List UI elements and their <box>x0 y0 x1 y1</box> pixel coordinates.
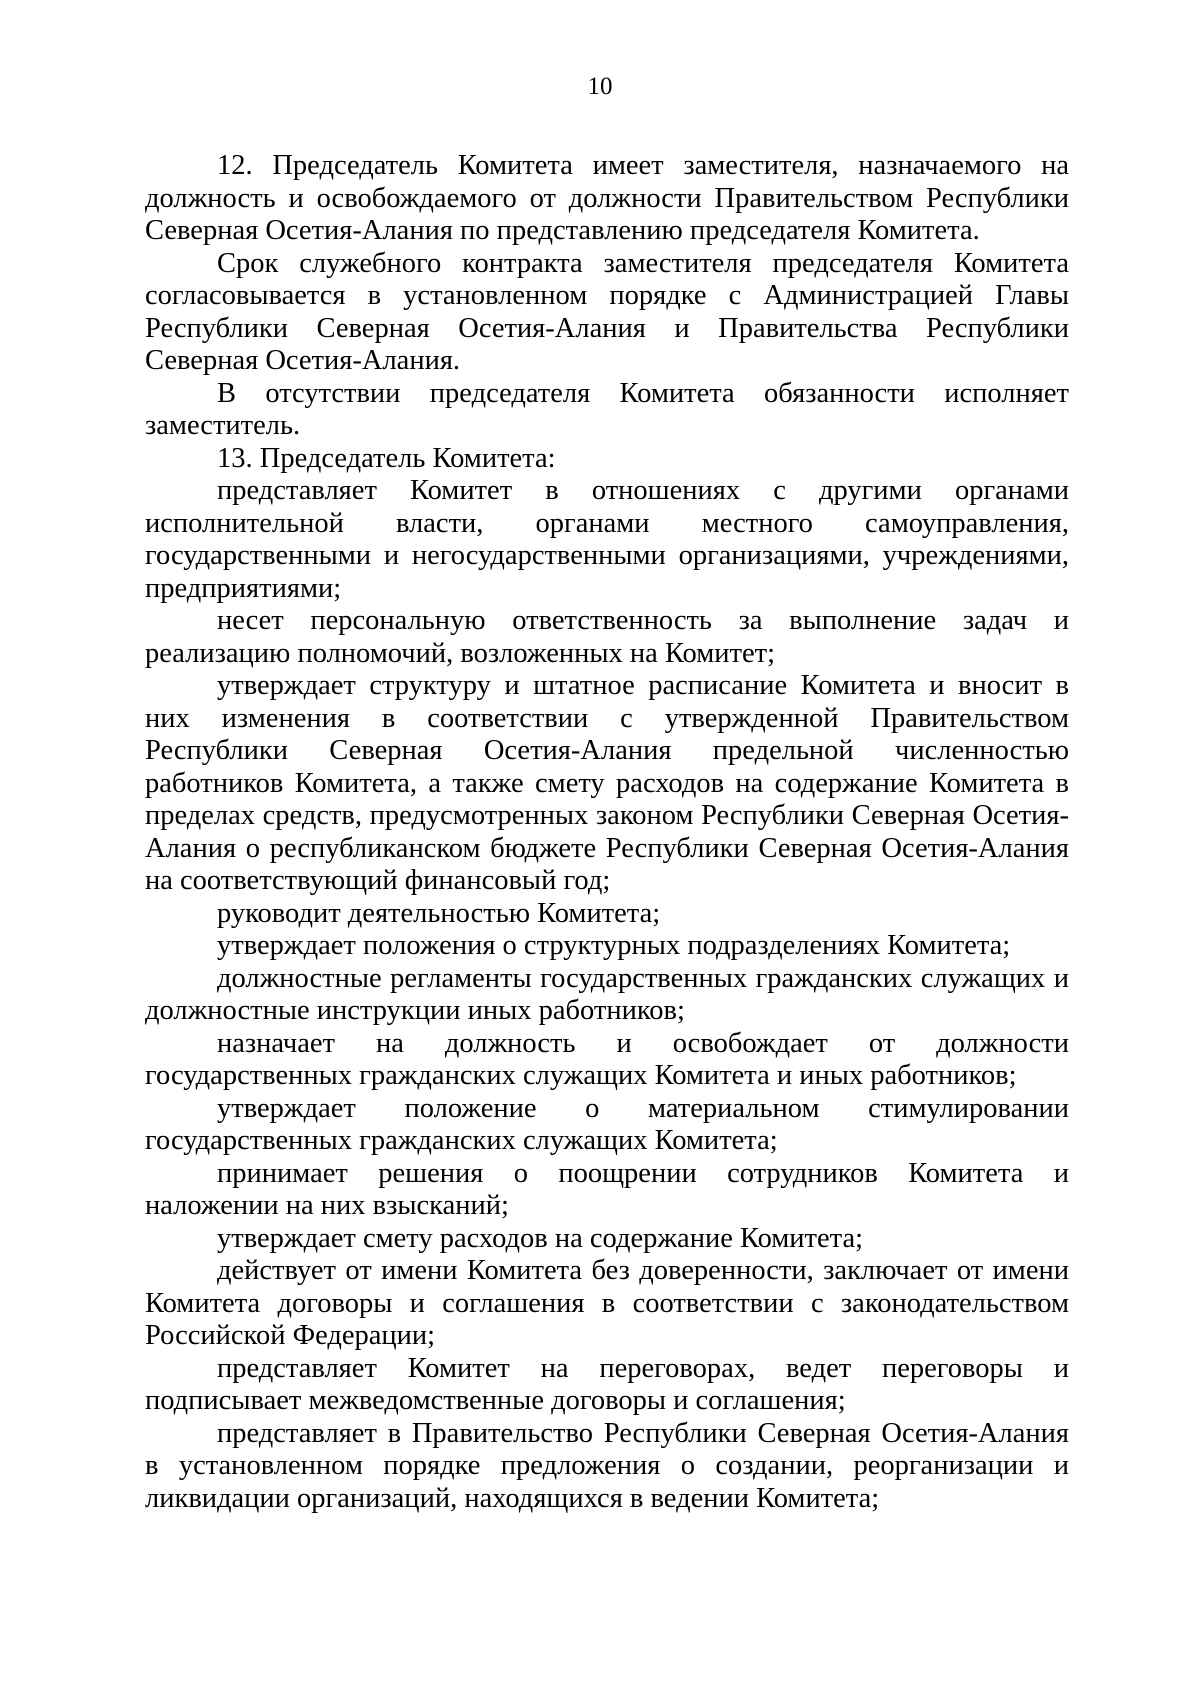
paragraph-12-deputy: 12. Председатель Комитета имеет заместителя, назначаемого на должность и освобождаемого от должности Правительством Республики Северная Осетия-Алания по представлению председателя Комитета. <box>145 150 1069 246</box>
list-item-negotiations: представляет Комитет на переговорах, ведет переговоры и подписывает межведомственные договоры и соглашения; <box>145 1352 1069 1416</box>
list-item-incentives: утверждает положение о материальном стимулировании государственных гражданских служащих Комитета; <box>145 1092 1069 1156</box>
list-item-unit-regulations: утверждает положения о структурных подразделениях Комитета; <box>217 930 1011 961</box>
list-item-structure: утверждает структуру и штатное расписание Комитета и вносит в них изменения в соответствии с утвержденной Правительством Республики Северная Осетия-Алания предельной численностью работников Комитета, а также смету расходов на содержание Комитета в пределах средств, предусмотренных законом Республики Северная Осетия-Алания о республиканском бюджете Республики Северная Осетия-Алания на соответствующий финансовый год; <box>145 670 1069 896</box>
list-item-acts-on-behalf: действует от имени Комитета без доверенности, заключает от имени Комитета договоры и соглашения в соответствии с законодательством Российской Федерации; <box>145 1255 1069 1351</box>
document-body <box>145 150 1069 1515</box>
list-item-job-regulations: должностные регламенты государственных гражданских служащих и должностные инструкции иных работников; <box>145 962 1069 1026</box>
list-item-responsibility: несет персональную ответственность за выполнение задач и реализацию полномочий, возложенных на Комитет; <box>145 605 1069 669</box>
list-item-proposals: представляет в Правительство Республики Северная Осетия-Алания в установленном порядке предложения о создании, реорганизации и ликвидации организаций, находящихся в ведении Комитета; <box>145 1417 1069 1514</box>
list-item-manages: руководит деятельностью Комитета; <box>217 897 661 929</box>
list-item-rewards: принимает решения о поощрении сотрудников Комитета и наложении на них взысканий; <box>145 1157 1069 1221</box>
paragraph-13-heading: 13. Председатель Комитета: <box>217 442 556 474</box>
paragraph-absence: В отсутствии председателя Комитета обязанности исполняет заместитель. <box>145 377 1069 441</box>
list-item-appoints: назначает на должность и освобождает от должности государственных гражданских служащих Комитета и иных работников; <box>145 1027 1069 1091</box>
page-number: 10 <box>587 73 613 100</box>
list-item-budget: утверждает смету расходов на содержание Комитета; <box>217 1222 864 1254</box>
paragraph-contract-term: Срок служебного контракта заместителя председателя Комитета согласовывается в установленном порядке с Администрацией Главы Республики Северная Осетия-Алания и Правительства Республики Северная Осетия-Алания. <box>145 247 1069 376</box>
list-item-represents: представляет Комитет в отношениях с другими органами исполнительной власти, органами местного самоуправления, государственными и негосударственными организациями, учреждениями, предприятиями; <box>145 475 1069 604</box>
